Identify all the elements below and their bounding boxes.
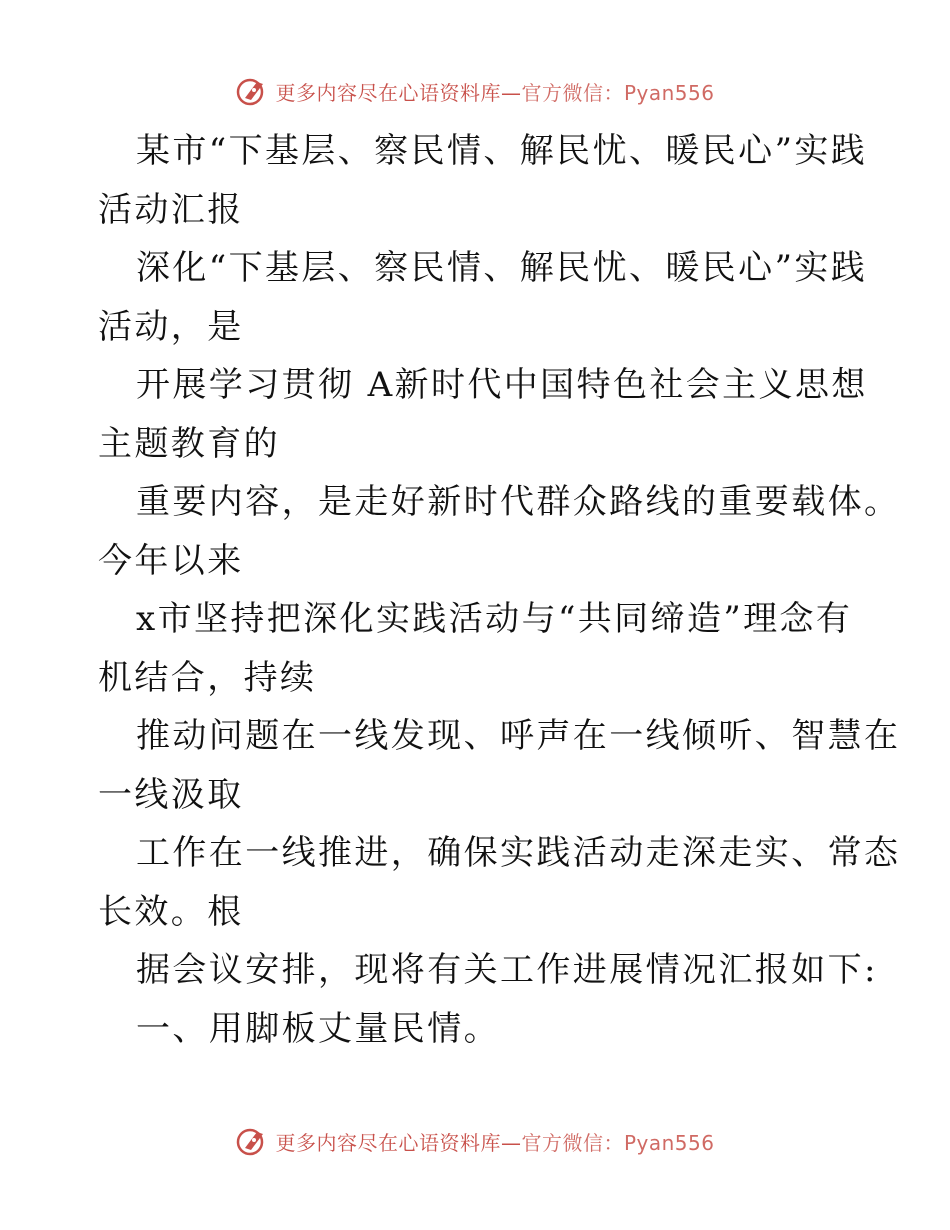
paragraph-line: 重要内容，是走好新时代群众路线的重要载体。	[136, 482, 901, 522]
paragraph-line: x市坚持把深化实践活动与“共同缔造”理念有	[136, 599, 853, 639]
document-body	[98, 122, 901, 1058]
paragraph-line: 据会议安排，现将有关工作进展情况汇报如下:	[136, 950, 878, 990]
paragraph-line: 机结合，持续	[98, 657, 317, 698]
section-heading: 一、用脚板丈量民情。	[136, 1008, 500, 1049]
banner-text: 更多内容尽在心语资料库—官方微信：Pyan556	[275, 1130, 715, 1155]
footer-banner	[0, 1121, 950, 1161]
paragraph-line: 今年以来	[98, 540, 244, 581]
paragraph-line: 长效。根	[98, 891, 244, 932]
pen-nib-circle-icon	[235, 74, 269, 108]
paragraph-line: 工作在一线推进，确保实践活动走深走实、常态	[136, 833, 901, 873]
banner-text: 更多内容尽在心语资料库—官方微信：Pyan556	[275, 80, 715, 105]
paragraph-line: 主题教育的	[98, 423, 280, 464]
paragraph-line: 活动，是	[98, 306, 244, 347]
paragraph-line: 深化“下基层、察民情、解民忧、暖民心”实践	[136, 248, 868, 288]
header-banner	[0, 71, 950, 111]
paragraph-line: 一线汲取	[98, 774, 244, 815]
pen-nib-circle-icon	[235, 1124, 269, 1158]
paragraph-line: 推动问题在一线发现、呼声在一线倾听、智慧在	[136, 716, 901, 756]
title-line-2: 活动汇报	[98, 189, 244, 230]
paragraph-line: 开展学习贯彻 A新时代中国特色社会主义思想	[136, 365, 868, 405]
title-line-1: 某市“下基层、察民情、解民忧、暖民心”实践	[136, 131, 868, 171]
